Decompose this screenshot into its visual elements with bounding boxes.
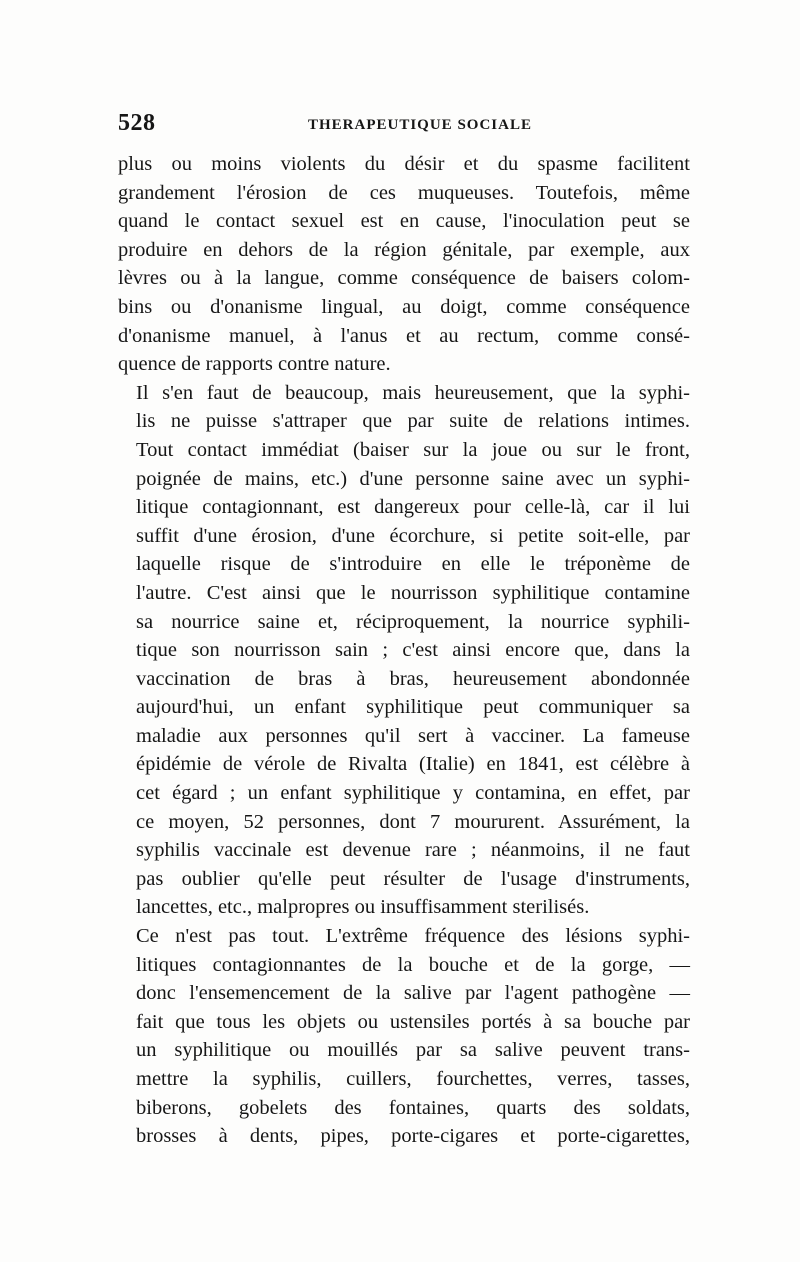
text-line: syphilis vaccinale est devenue rare ; néanmoins, il ne faut bbox=[136, 839, 690, 862]
text-line: fait que tous les objets ou ustensiles portés à sa bouche par bbox=[136, 1010, 690, 1033]
paragraph bbox=[118, 922, 690, 1151]
text-line: quand le contact sexuel est en cause, l'inoculation peut se bbox=[118, 210, 690, 233]
text-line: sa nourrice saine et, réciproquement, la nourrice syphili- bbox=[136, 610, 690, 633]
text-line: cet égard ; un enfant syphilitique y contamina, en effet, par bbox=[136, 782, 690, 805]
text-line: grandement l'érosion de ces muqueuses. Toutefois, même bbox=[118, 181, 690, 204]
text-line: un syphilitique ou mouillés par sa salive peuvent trans- bbox=[136, 1039, 690, 1062]
text-line: épidémie de vérole de Rivalta (Italie) en 1841, est célèbre à bbox=[136, 753, 690, 776]
text-line: poignée de mains, etc.) d'une personne saine avec un syphi- bbox=[136, 467, 690, 490]
text-line: d'onanisme manuel, à l'anus et au rectum, comme consé- bbox=[118, 324, 690, 347]
text-line: pas oublier qu'elle peut résulter de l'usage d'instruments, bbox=[136, 867, 690, 890]
body-text bbox=[118, 150, 690, 1151]
text-line: tique son nourrisson sain ; c'est ainsi encore que, dans la bbox=[136, 639, 690, 662]
text-line: lancettes, etc., malpropres ou insuffisamment sterilisés. bbox=[136, 896, 590, 919]
paragraph bbox=[118, 150, 690, 379]
text-line: mettre la syphilis, cuillers, fourchettes, verres, tasses, bbox=[136, 1068, 690, 1090]
text-line: quence de rapports contre nature. bbox=[118, 353, 391, 376]
text-line: lèvres ou à la langue, comme conséquence de baisers colom- bbox=[118, 267, 690, 290]
text-line: biberons, gobelets des fontaines, quarts des soldats, bbox=[136, 1096, 690, 1119]
text-line: l'autre. C'est ainsi que le nourrisson syphilitique contamine bbox=[136, 581, 690, 604]
text-line: ce moyen, 52 personnes, dont 7 moururent. Assurément, la bbox=[136, 810, 690, 833]
text-line: laquelle risque de s'introduire en elle le tréponème de bbox=[136, 553, 690, 576]
text-line: donc l'ensemencement de la salive par l'agent pathogène — bbox=[136, 982, 690, 1005]
text-line: Tout contact immédiat (baiser sur la joue ou sur le front, bbox=[136, 438, 690, 461]
text-line: bins ou d'onanisme lingual, au doigt, comme conséquence bbox=[118, 295, 690, 318]
text-line: plus ou moins violents du désir et du spasme facilitent bbox=[118, 153, 690, 175]
text-line: produire en dehors de la région génitale, par exemple, aux bbox=[118, 238, 690, 261]
running-title: THERAPEUTIQUE SOCIALE bbox=[308, 117, 532, 133]
text-line: maladie aux personnes qu'il sert à vacciner. La fameuse bbox=[136, 724, 690, 747]
text-line: Il s'en faut de beaucoup, mais heureusement, que la syphi- bbox=[136, 381, 690, 404]
text-line: brosses à dents, pipes, porte-cigares et porte-cigarettes, bbox=[136, 1125, 690, 1148]
page-number: 528 bbox=[118, 110, 156, 136]
text-line: aujourd'hui, un enfant syphilitique peut communiquer sa bbox=[136, 696, 690, 719]
text-line: lis ne puisse s'attraper que par suite de relations intimes. bbox=[136, 410, 690, 433]
page-header bbox=[118, 110, 690, 140]
text-line: litiques contagionnantes de la bouche et de la gorge, — bbox=[136, 953, 690, 976]
text-line: litique contagionnant, est dangereux pour celle-là, car il lui bbox=[136, 496, 690, 519]
paragraph bbox=[118, 379, 690, 922]
text-line: Ce n'est pas tout. L'extrême fréquence des lésions syphi- bbox=[136, 925, 690, 948]
text-line: vaccination de bras à bras, heureusement abondonnée bbox=[136, 667, 690, 690]
text-line: suffit d'une érosion, d'une écorchure, si petite soit-elle, par bbox=[136, 524, 690, 547]
